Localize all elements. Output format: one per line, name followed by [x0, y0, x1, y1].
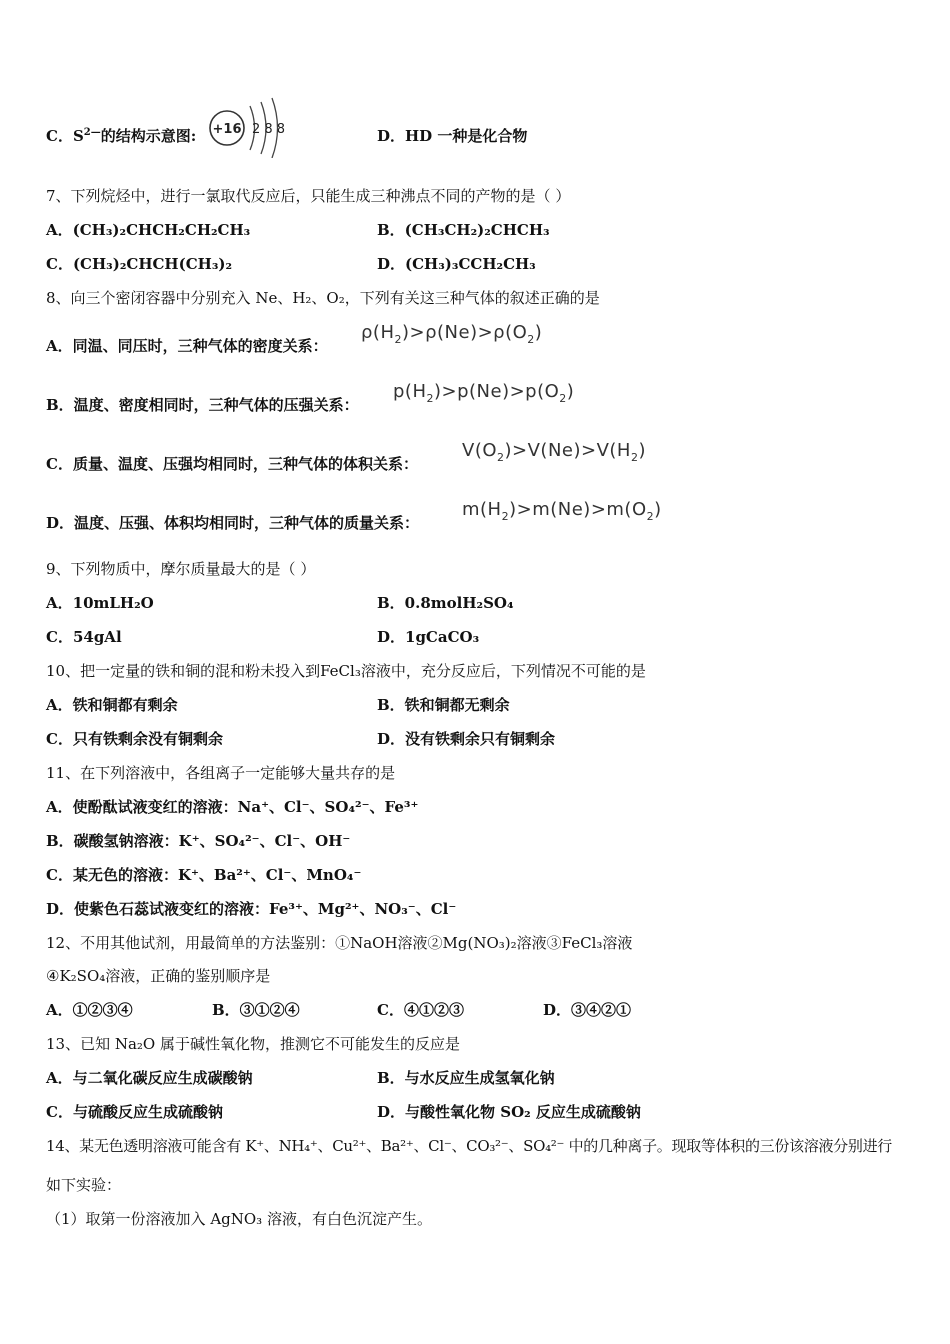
q10-option-c: C．只有铁剩余没有铜剩余 — [46, 730, 223, 748]
q11-option-d: D．使紫色石蕊试液变红的溶液：Fe³⁺、Mg²⁺、NO₃⁻、Cl⁻ — [46, 900, 457, 918]
q6-option-c-charge: 2— — [83, 127, 101, 138]
q14-stem-line1: 14、某无色透明溶液可能含有 K⁺、NH₄⁺、Cu²⁺、Ba²⁺、Cl⁻、CO₃²⁻、SO₄²⁻ 中的几种离子。现取等体积的三份该溶液分别进行 — [46, 1137, 892, 1155]
q10-option-b: B．铁和铜都无剩余 — [377, 696, 510, 714]
q13-option-b: B．与水反应生成氢氧化钠 — [377, 1069, 555, 1087]
q6-option-c-prefix: C．S — [46, 127, 84, 145]
q8-option-d: D．温度、压强、体积均相同时，三种气体的质量关系： — [46, 514, 420, 532]
q11-option-a: A．使酚酞试液变红的溶液：Na⁺、Cl⁻、SO₄²⁻、Fe³⁺ — [46, 798, 419, 816]
q9-option-b: B．0.8molH₂SO₄ — [377, 594, 514, 612]
q10-option-d: D．没有铁剩余只有铜剩余 — [377, 730, 556, 748]
q8-option-a-formula: $\rho(H_2)>\rho(Ne)>\rho(O_2)$ — [361, 322, 543, 346]
q14-experiment-step1: （1）取第一份溶液加入 AgNO₃ 溶液，有白色沉淀产生。 — [46, 1210, 432, 1228]
q7-option-d: D．(CH₃)₃CCH₂CH₃ — [377, 255, 536, 273]
q9-stem: 9、下列物质中，摩尔质量最大的是（ ） — [46, 560, 316, 578]
q8-option-c-formula: $V(O_2)>V(Ne)>V(H_2)$ — [462, 440, 647, 464]
q8-option-d-formula: $m(H_2)>m(Ne)>m(O_2)$ — [462, 499, 662, 523]
q8-stem: 8、向三个密闭容器中分别充入 Ne、H₂、O₂，下列有关这三种气体的叙述正确的是 — [46, 289, 600, 307]
q9-option-a: A．10mLH₂O — [46, 594, 154, 612]
q7-option-c: C．(CH₃)₂CHCH(CH₃)₂ — [46, 255, 233, 273]
q12-option-a: A．①②③④ — [46, 1001, 133, 1019]
q12-stem-line2: ④K₂SO₄溶液，正确的鉴别顺序是 — [46, 967, 271, 985]
q8-option-c: C．质量、温度、压强均相同时，三种气体的体积关系： — [46, 455, 418, 473]
q10-option-a: A．铁和铜都有剩余 — [46, 696, 178, 714]
q12-option-c: C．④①②③ — [377, 1001, 464, 1019]
q13-stem: 13、已知 Na₂O 属于碱性氧化物，推测它不可能发生的反应是 — [46, 1035, 461, 1053]
q11-option-b: B．碳酸氢钠溶液：K⁺、SO₄²⁻、Cl⁻、OH⁻ — [46, 832, 351, 850]
q8-option-b: B．温度、密度相同时，三种气体的压强关系： — [46, 396, 359, 414]
q12-option-d: D．③④②① — [543, 1001, 632, 1019]
q8-option-b-formula: $p(H_2)>p(Ne)>p(O_2)$ — [393, 381, 575, 405]
q9-option-c: C．54gAl — [46, 628, 122, 646]
q7-option-b: B．(CH₃CH₂)₂CHCH₃ — [377, 221, 550, 239]
atom-nucleus-label: +16 — [212, 122, 242, 137]
q10-stem: 10、把一定量的铁和铜的混和粉未投入到FeCl₃溶液中，充分反应后，下列情况不可能的是 — [46, 662, 646, 680]
q14-stem-line2: 如下实验： — [46, 1176, 122, 1194]
atom-shells-label: 2 8 8 — [252, 122, 286, 137]
sulfide-ion-structure-diagram — [206, 96, 286, 158]
q9-option-d: D．1gCaCO₃ — [377, 628, 480, 646]
q13-option-a: A．与二氧化碳反应生成碳酸钠 — [46, 1069, 253, 1087]
q6-option-c-text: 的结构示意图: — [100, 127, 197, 145]
q7-option-a: A．(CH₃)₂CHCH₂CH₂CH₃ — [46, 221, 251, 239]
q6-option-d: D．HD 一种是化合物 — [377, 127, 528, 145]
q8-option-a: A．同温、同压时，三种气体的密度关系： — [46, 337, 328, 355]
q11-stem: 11、在下列溶液中，各组离子一定能够大量共存的是 — [46, 764, 396, 782]
q6-option-c — [46, 126, 196, 146]
q12-option-b: B．③①②④ — [212, 1001, 300, 1019]
q11-option-c: C．某无色的溶液：K⁺、Ba²⁺、Cl⁻、MnO₄⁻ — [46, 866, 362, 884]
q12-stem-line1: 12、不用其他试剂，用最简单的方法鉴别：①NaOH溶液②Mg(NO₃)₂溶液③FeCl₃溶液 — [46, 934, 633, 952]
q13-option-c: C．与硫酸反应生成硫酸钠 — [46, 1103, 223, 1121]
q13-option-d: D．与酸性氧化物 SO₂ 反应生成硫酸钠 — [377, 1103, 641, 1121]
q7-stem: 7、下列烷烃中，进行一氯取代反应后，只能生成三种沸点不同的产物的是（ ） — [46, 187, 571, 205]
